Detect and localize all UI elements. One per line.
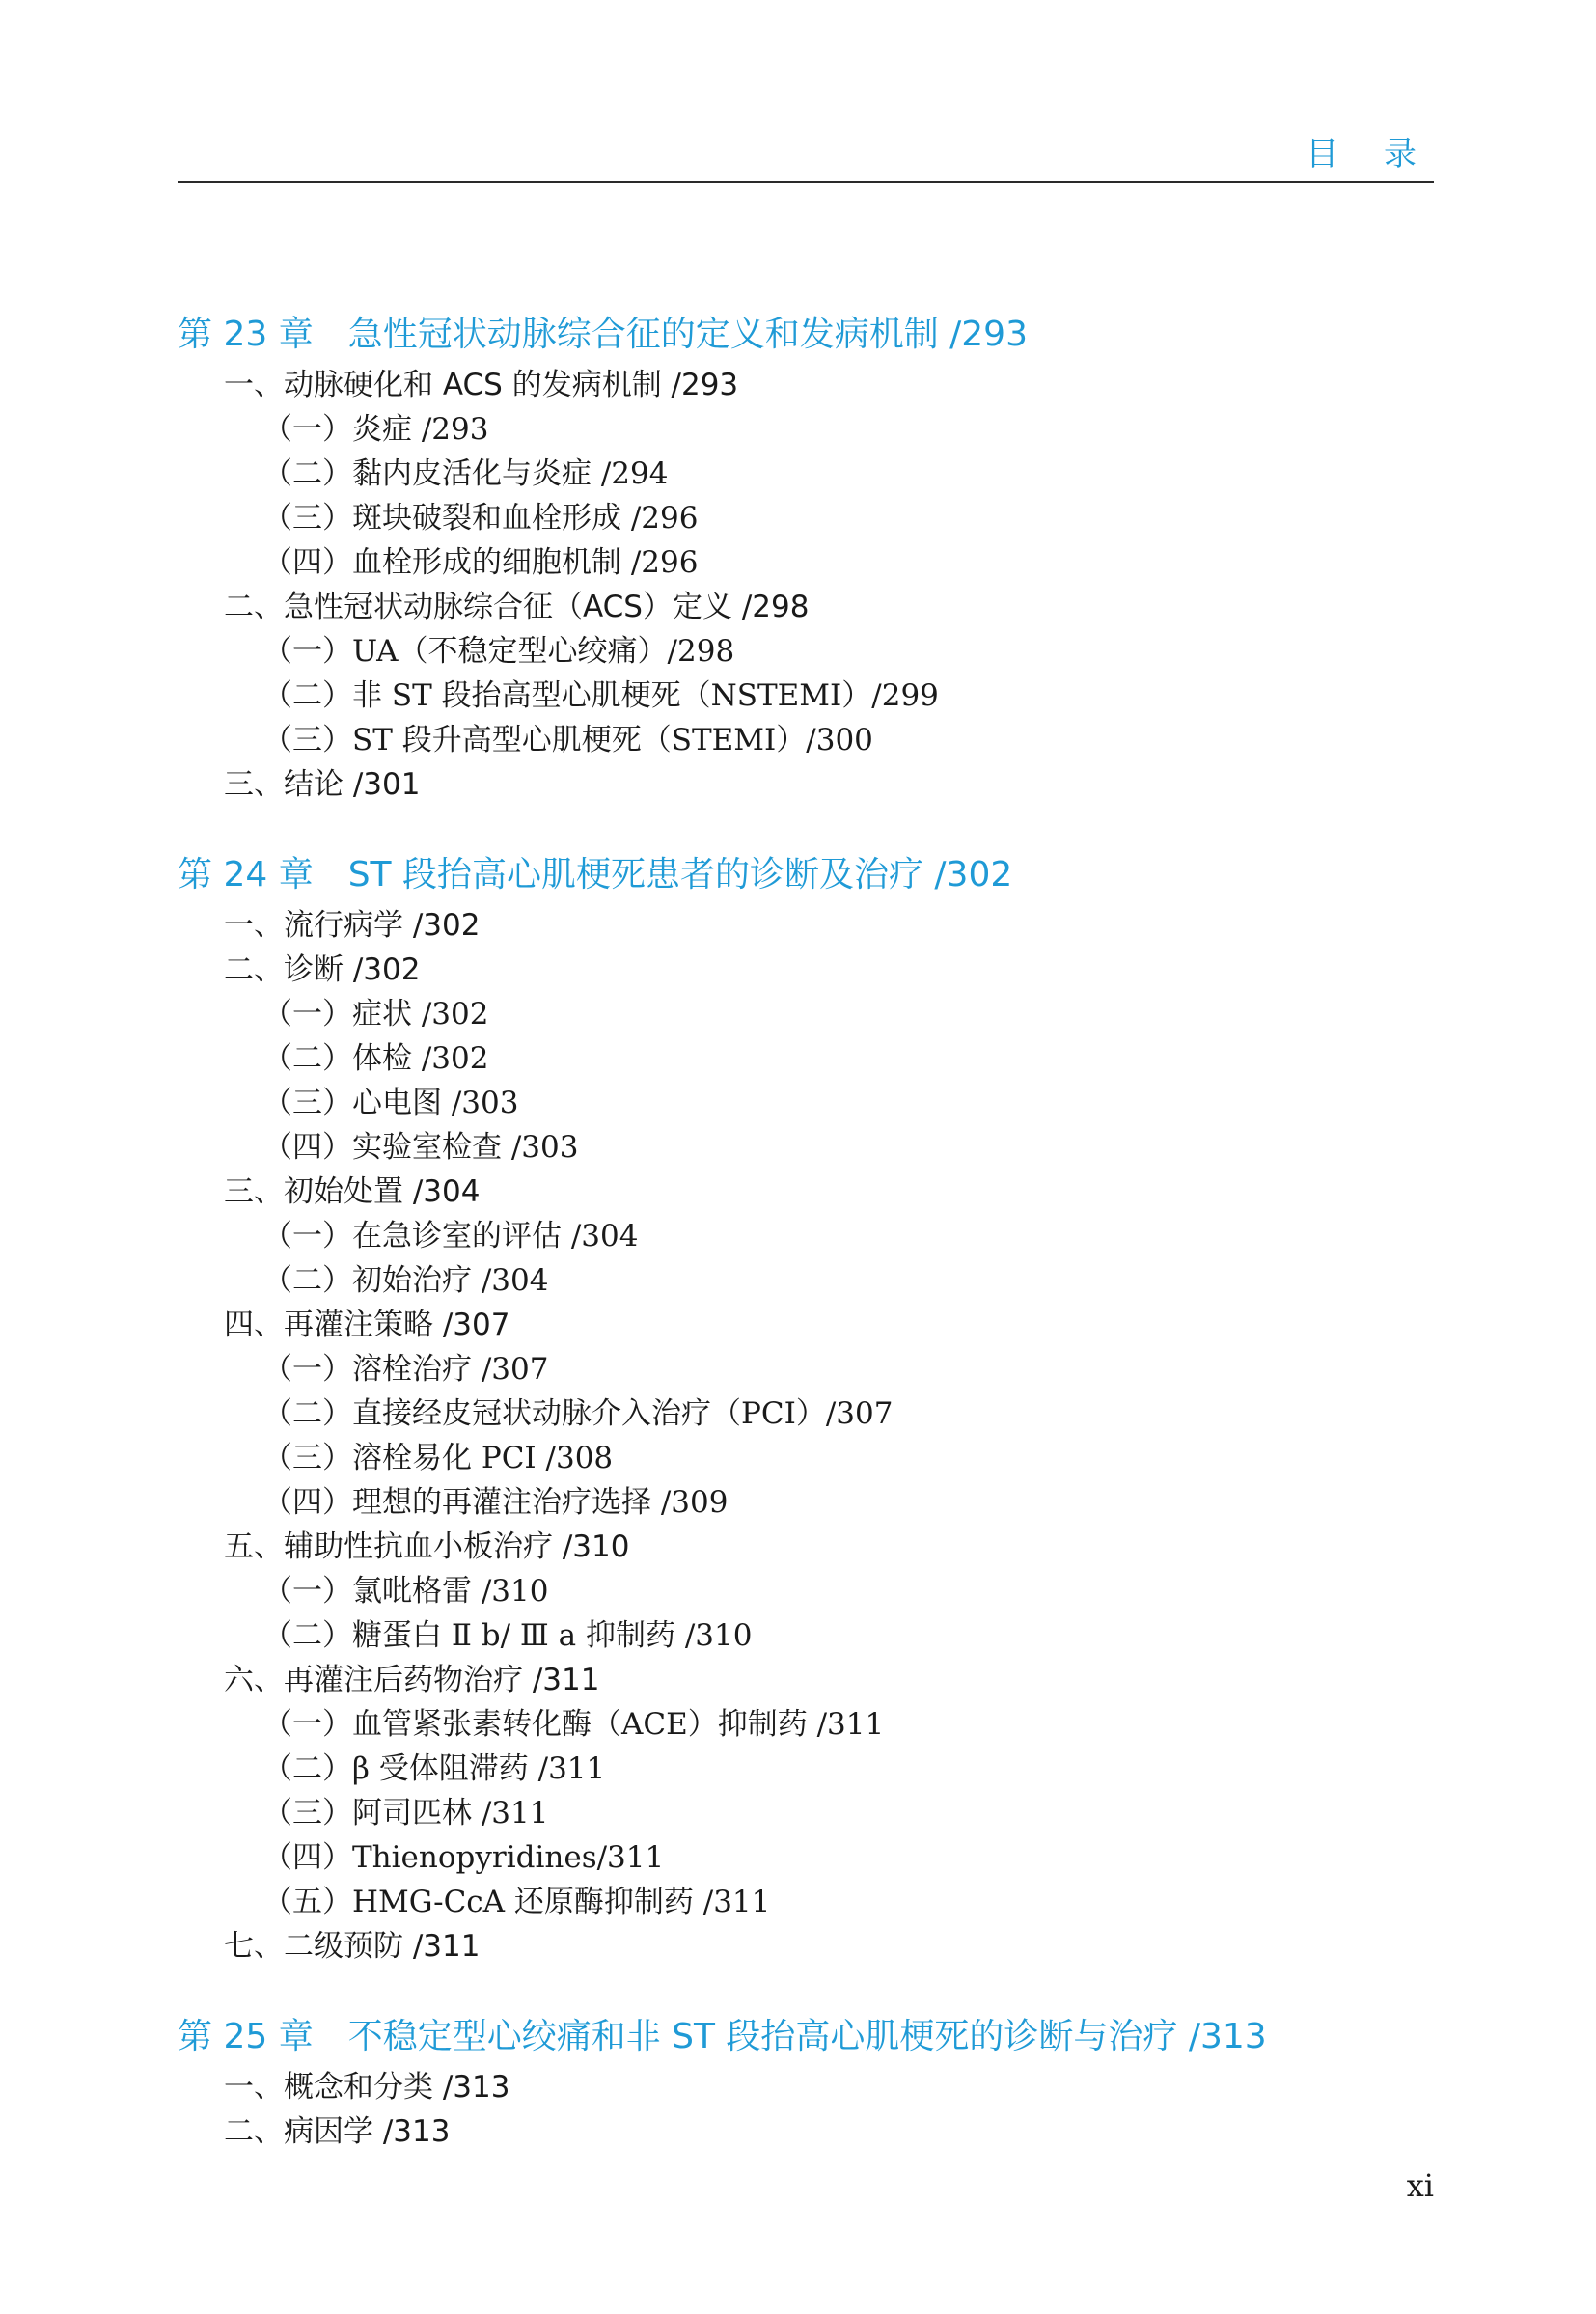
toc-section-entry[interactable]: 三、初始处置 /304 <box>224 1174 481 1209</box>
toc-subsection-entry[interactable]: （三）斑块破裂和血栓形成 /296 <box>262 501 699 536</box>
toc-subsection-entry[interactable]: （三）阿司匹林 /311 <box>262 1796 549 1831</box>
toc-chapter <box>178 2009 1434 2154</box>
toc-subsection-entry[interactable]: （三）心电图 /303 <box>262 1086 519 1120</box>
toc-section-entry[interactable]: 二、诊断 /302 <box>224 952 421 987</box>
toc-subsection-entry[interactable]: （一）炎症 /293 <box>262 412 489 447</box>
toc-section-entry[interactable]: 一、流行病学 /302 <box>224 908 481 943</box>
toc-subsection-entry[interactable]: （二）糖蛋白 Ⅱ b/ Ⅲ a 抑制药 /310 <box>262 1618 753 1653</box>
chapter-title[interactable]: 第 25 章 不稳定型心绞痛和非 ST 段抬高心肌梗死的诊断与治疗 /313 <box>178 2017 1267 2056</box>
table-of-contents <box>178 307 1434 2154</box>
toc-subsection-entry[interactable]: （五）HMG-CcA 还原酶抑制药 /311 <box>262 1885 771 1919</box>
chapter-title[interactable]: 第 24 章 ST 段抬高心肌梗死患者的诊断及治疗 /302 <box>178 855 1013 895</box>
toc-subsection-entry[interactable]: （四）实验室检查 /303 <box>262 1130 579 1165</box>
toc-chapter <box>178 847 1434 1969</box>
toc-section-entry[interactable]: 四、再灌注策略 /307 <box>224 1308 510 1342</box>
running-header-title: 目 录 <box>1306 135 1434 174</box>
toc-subsection-entry[interactable]: （二）黏内皮活化与炎症 /294 <box>262 456 669 491</box>
toc-subsection-entry[interactable]: （一）症状 /302 <box>262 997 489 1032</box>
toc-section-entry[interactable]: 五、辅助性抗血小板治疗 /310 <box>224 1529 630 1564</box>
toc-section-entry[interactable]: 一、动脉硬化和 ACS 的发病机制 /293 <box>224 368 739 402</box>
toc-section-entry[interactable]: 七、二级预防 /311 <box>224 1929 481 1964</box>
toc-subsection-entry[interactable]: （三）溶栓易化 PCI /308 <box>262 1441 614 1475</box>
chapter-title[interactable]: 第 23 章 急性冠状动脉综合征的定义和发病机制 /293 <box>178 315 1028 354</box>
toc-subsection-entry[interactable]: （三）ST 段升高型心肌梗死（STEMI）/300 <box>262 723 873 758</box>
toc-subsection-entry[interactable]: （二）β 受体阻滞药 /311 <box>262 1751 606 1786</box>
toc-section-entry[interactable]: 二、病因学 /313 <box>224 2114 451 2149</box>
toc-section-entry[interactable]: 三、结论 /301 <box>224 767 421 802</box>
toc-subsection-entry[interactable]: （二）体检 /302 <box>262 1041 489 1076</box>
toc-chapter <box>178 307 1434 807</box>
toc-subsection-entry[interactable]: （一）在急诊室的评估 /304 <box>262 1219 639 1253</box>
toc-subsection-entry[interactable]: （二）初始治疗 /304 <box>262 1263 549 1298</box>
toc-section-entry[interactable]: 六、再灌注后药物治疗 /311 <box>224 1663 600 1697</box>
toc-subsection-entry[interactable]: （二）非 ST 段抬高型心肌梗死（NSTEMI）/299 <box>262 678 939 713</box>
toc-subsection-entry[interactable]: （四）Thienopyridines/311 <box>262 1840 665 1875</box>
toc-subsection-entry[interactable]: （一）血管紧张素转化酶（ACE）抑制药 /311 <box>262 1707 885 1742</box>
toc-subsection-entry[interactable]: （二）直接经皮冠状动脉介入治疗（PCI）/307 <box>262 1396 894 1431</box>
toc-subsection-entry[interactable]: （四）血栓形成的细胞机制 /296 <box>262 545 699 580</box>
header-divider <box>178 181 1434 183</box>
toc-subsection-entry[interactable]: （一）溶栓治疗 /307 <box>262 1352 549 1387</box>
toc-subsection-entry[interactable]: （四）理想的再灌注治疗选择 /309 <box>262 1485 729 1520</box>
page-number: xi <box>1406 2167 1434 2204</box>
toc-section-entry[interactable]: 一、概念和分类 /313 <box>224 2070 510 2105</box>
toc-section-entry[interactable]: 二、急性冠状动脉综合征（ACS）定义 /298 <box>224 590 810 624</box>
toc-subsection-entry[interactable]: （一）氯吡格雷 /310 <box>262 1574 549 1609</box>
toc-subsection-entry[interactable]: （一）UA（不稳定型心绞痛）/298 <box>262 634 735 669</box>
